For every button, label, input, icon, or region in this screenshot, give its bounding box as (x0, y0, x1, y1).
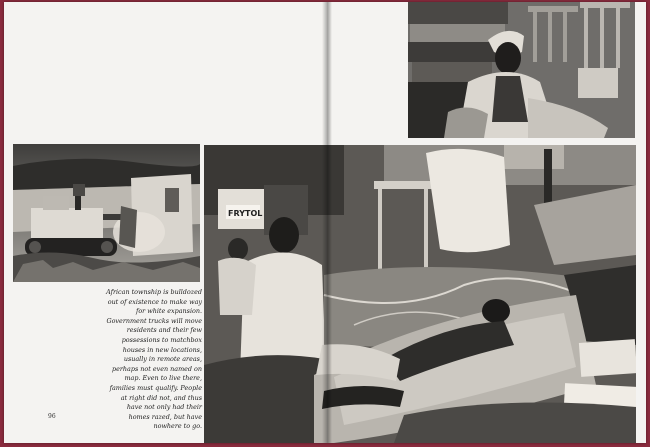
photo-caption: African township is bulldozed out of existence to make way for white expansion. Government trucks will move residents and their few possessions to matchbox houses in new locations, usually in remote areas, perhaps not even named on map. Even to live there, families must qualify. People at right did not, and thus have not only had their homes razed, but have nowhere to go. (106, 288, 202, 431)
photo-woman-seated (408, 2, 635, 138)
photo-family-rubble (204, 145, 636, 443)
family-photo-art (204, 145, 636, 443)
frytol-box-label: FRYTOL (228, 209, 263, 218)
woman-photo-art (408, 2, 635, 138)
bulldozer-photo-art (13, 144, 200, 282)
book-spread (4, 2, 646, 443)
page-number: 96 (48, 413, 56, 420)
photo-bulldozer (13, 144, 200, 282)
